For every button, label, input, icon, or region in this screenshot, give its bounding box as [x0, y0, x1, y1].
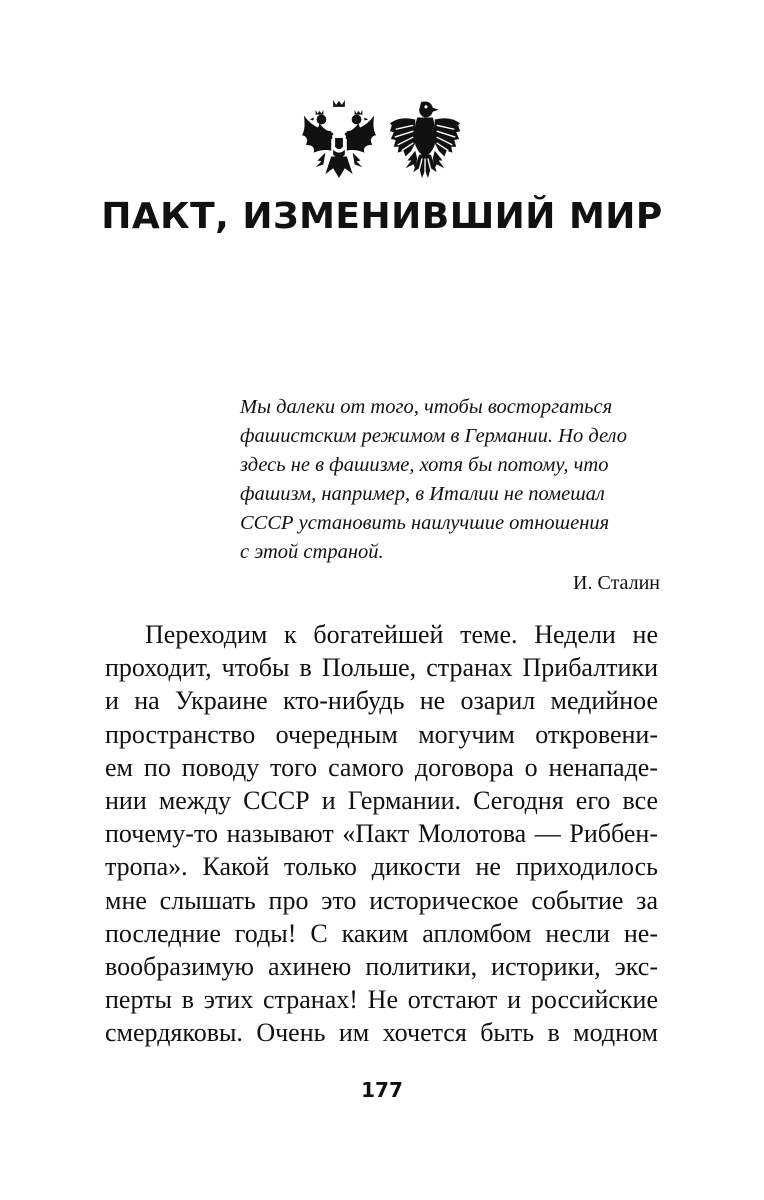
- epigraph-line: фашизм, например, в Италии не помешал: [240, 483, 605, 505]
- body-line: и на Украине кто-нибудь не озарил медийное: [105, 686, 658, 716]
- epigraph-author: И. Сталин: [573, 572, 660, 594]
- body-line: смердяковы. Очень им хочется быть в модном: [105, 1018, 658, 1048]
- chapter-emblems: [0, 96, 764, 182]
- body-line: нии между СССР и Германии. Сегодня его все: [105, 786, 658, 816]
- epigraph: [240, 393, 660, 598]
- body-line: перты в этих странах! Не отстают и российские: [105, 985, 658, 1015]
- body-line: последние годы! С каким апломбом несли не-: [105, 918, 658, 948]
- body-line: тропа». Какой только дикости не приходилось: [105, 852, 658, 882]
- epigraph-line: здесь не в фашизме, хотя бы потому, что: [240, 454, 609, 476]
- body-line: ем по поводу того самого договора о ненападе-: [105, 752, 658, 782]
- body-line: Переходим к богатейшей теме. Недели не: [145, 620, 658, 649]
- german-eagle-icon: [386, 96, 464, 182]
- body-line: вообразимую ахинею политики, историки, экс-: [105, 952, 658, 982]
- epigraph-line: фашистским режимом в Германии. Но дело: [240, 425, 627, 447]
- body-line: проходит, чтобы в Польше, странах Прибалтики: [105, 653, 658, 683]
- page-number: 177: [361, 1078, 403, 1102]
- chapter-title: ПАКТ, ИЗМЕНИВШИЙ МИР: [101, 196, 663, 237]
- epigraph-line: с этой страной.: [240, 541, 384, 563]
- russian-double-headed-eagle-icon: [300, 96, 378, 182]
- body-line: почему-то называют «Пакт Молотова — Риббен-: [105, 819, 658, 849]
- body-line: мне слышать про это историческое событие за: [105, 885, 658, 915]
- body-paragraph: [105, 618, 658, 1050]
- epigraph-line: СССР установить наилучшие отношения: [240, 512, 610, 534]
- epigraph-line: Мы далеки от того, чтобы восторгаться: [240, 396, 613, 418]
- body-line: пространство очередным могучим откровени-: [105, 719, 658, 749]
